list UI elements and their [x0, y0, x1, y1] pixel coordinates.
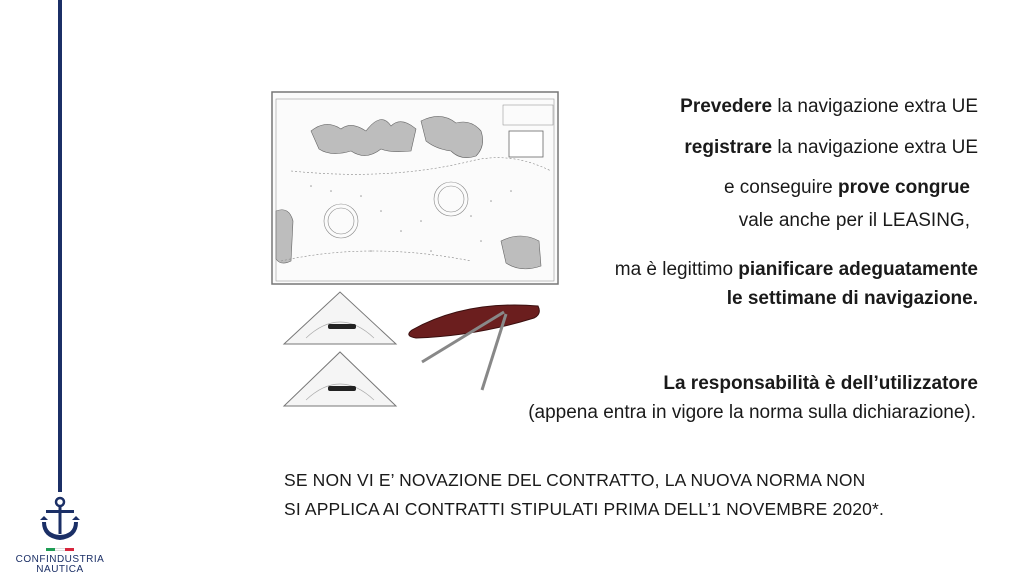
- vertical-accent-line: [58, 0, 62, 492]
- nautical-chart-image: [271, 91, 559, 285]
- text-line-6: le settimane di navigazione.: [726, 288, 978, 309]
- text-line-1: Prevedere la navigazione extra UE: [680, 96, 978, 117]
- text-line-4: vale anche per il LEASING,: [738, 210, 970, 231]
- responsibility-note: (appena entra in vigore la norma sulla dichiarazione).: [528, 402, 976, 423]
- set-squares-and-divider-image: [276, 286, 548, 410]
- brand-name: CONFINDUSTRIA NAUTICA: [15, 554, 105, 575]
- disclaimer-line-2: SI APPLICA AI CONTRATTI STIPULATI PRIMA DELL’1 NOVEMBRE 2020*.: [284, 499, 884, 519]
- disclaimer-line-1: SE NON VI E’ NOVAZIONE DEL CONTRATTO, LA NUOVA NORMA NON: [284, 470, 866, 490]
- responsibility-heading: La responsabilità è dell’utilizzatore: [663, 373, 978, 394]
- text-line-3: e conseguire prove congrue: [723, 177, 970, 198]
- text-line-5: ma è legittimo pianificare adeguatamente: [614, 259, 978, 280]
- italian-flag-stripe: [46, 548, 74, 551]
- text-line-2: registrare la navigazione extra UE: [684, 137, 978, 158]
